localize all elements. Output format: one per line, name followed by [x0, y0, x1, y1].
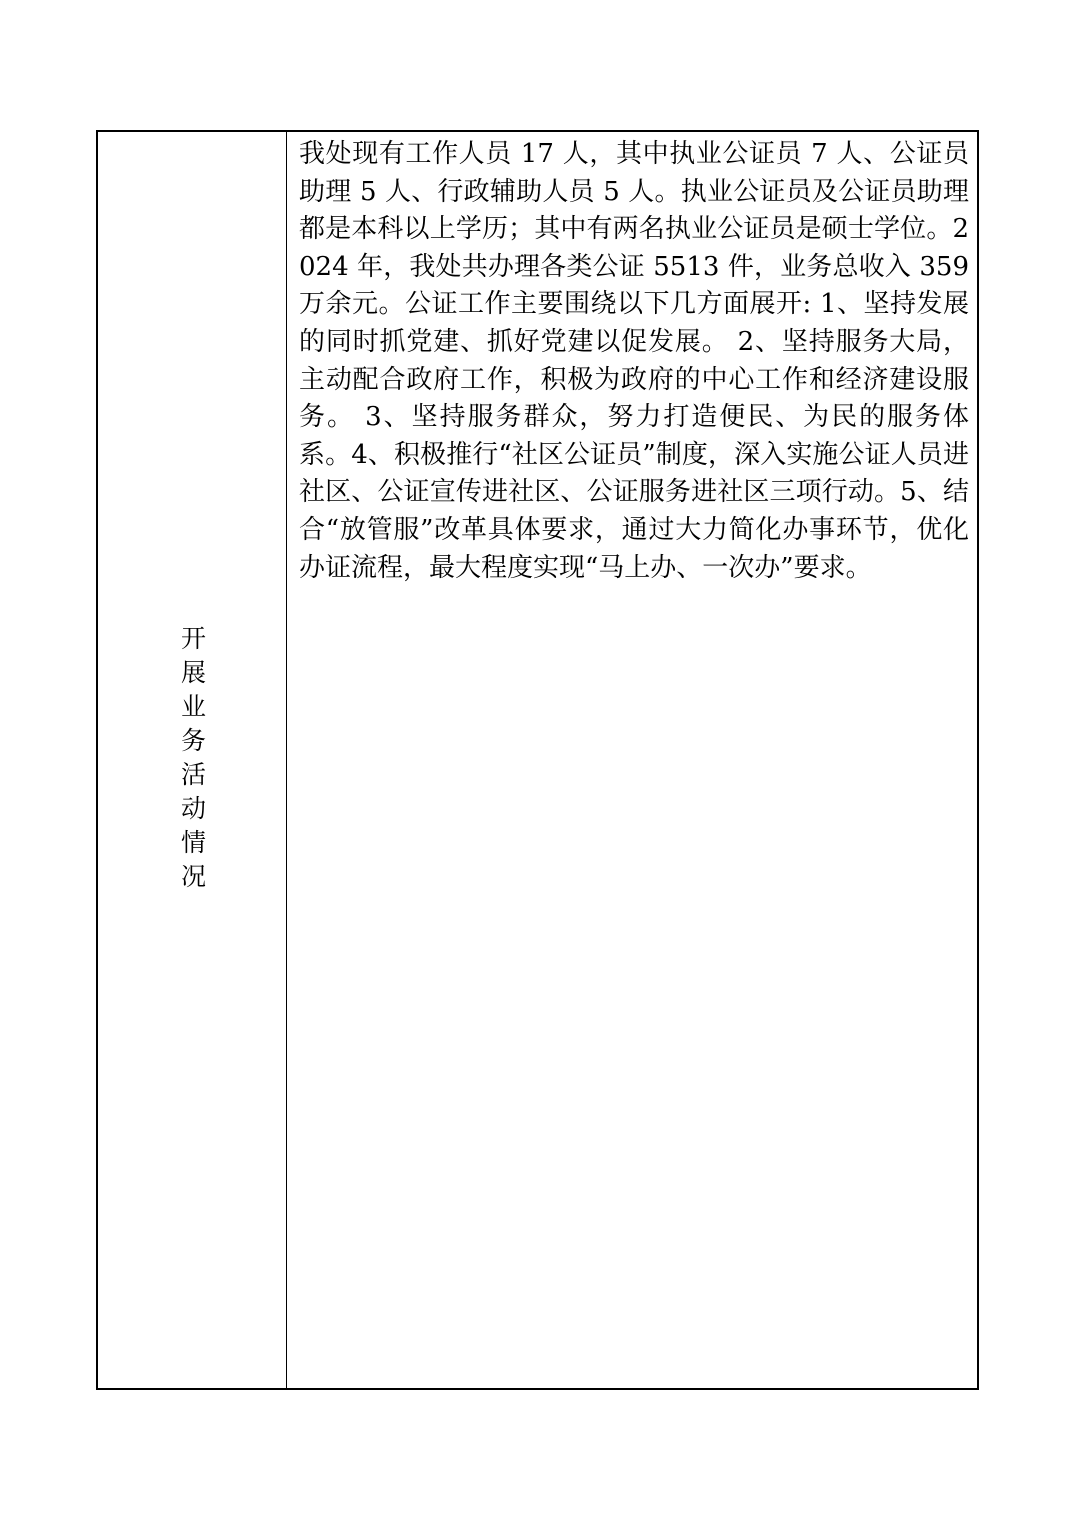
- content-cell: [287, 132, 977, 1388]
- row-label-cell: [98, 132, 287, 1388]
- row-label: 开展业务活动情况: [177, 625, 207, 897]
- activity-description: 我处现有工作人员 17 人，其中执业公证员 7 人、公证员助理 5 人、行政辅助人员 5 人。执业公证员及公证员助理都是本科以上学历；其中有两名执业公证员是硕士学位。2024 年，我处共办理各类公证 5513 件，业务总收入 359 万余元。公证工作主要围绕以下几方面展开: 1、坚持发展的同时抓党建、抓好党建以促发展。 2、坚持服务大局，主动配合政府工作，积极为政府的中心工作和经济建设服务。 3、坚持服务群众，努力打造便民、为民的服务体系。4、积极推行“社区公证员”制度，深入实施公证人员进社区、公证宣传进社区、公证服务进社区三项行动。5、结合“放管服”改革具体要求，通过大力简化办事环节，优化办证流程，最大程度实现“马上办、一次办”要求。: [299, 139, 969, 583]
- business-activity-table: [96, 130, 979, 1390]
